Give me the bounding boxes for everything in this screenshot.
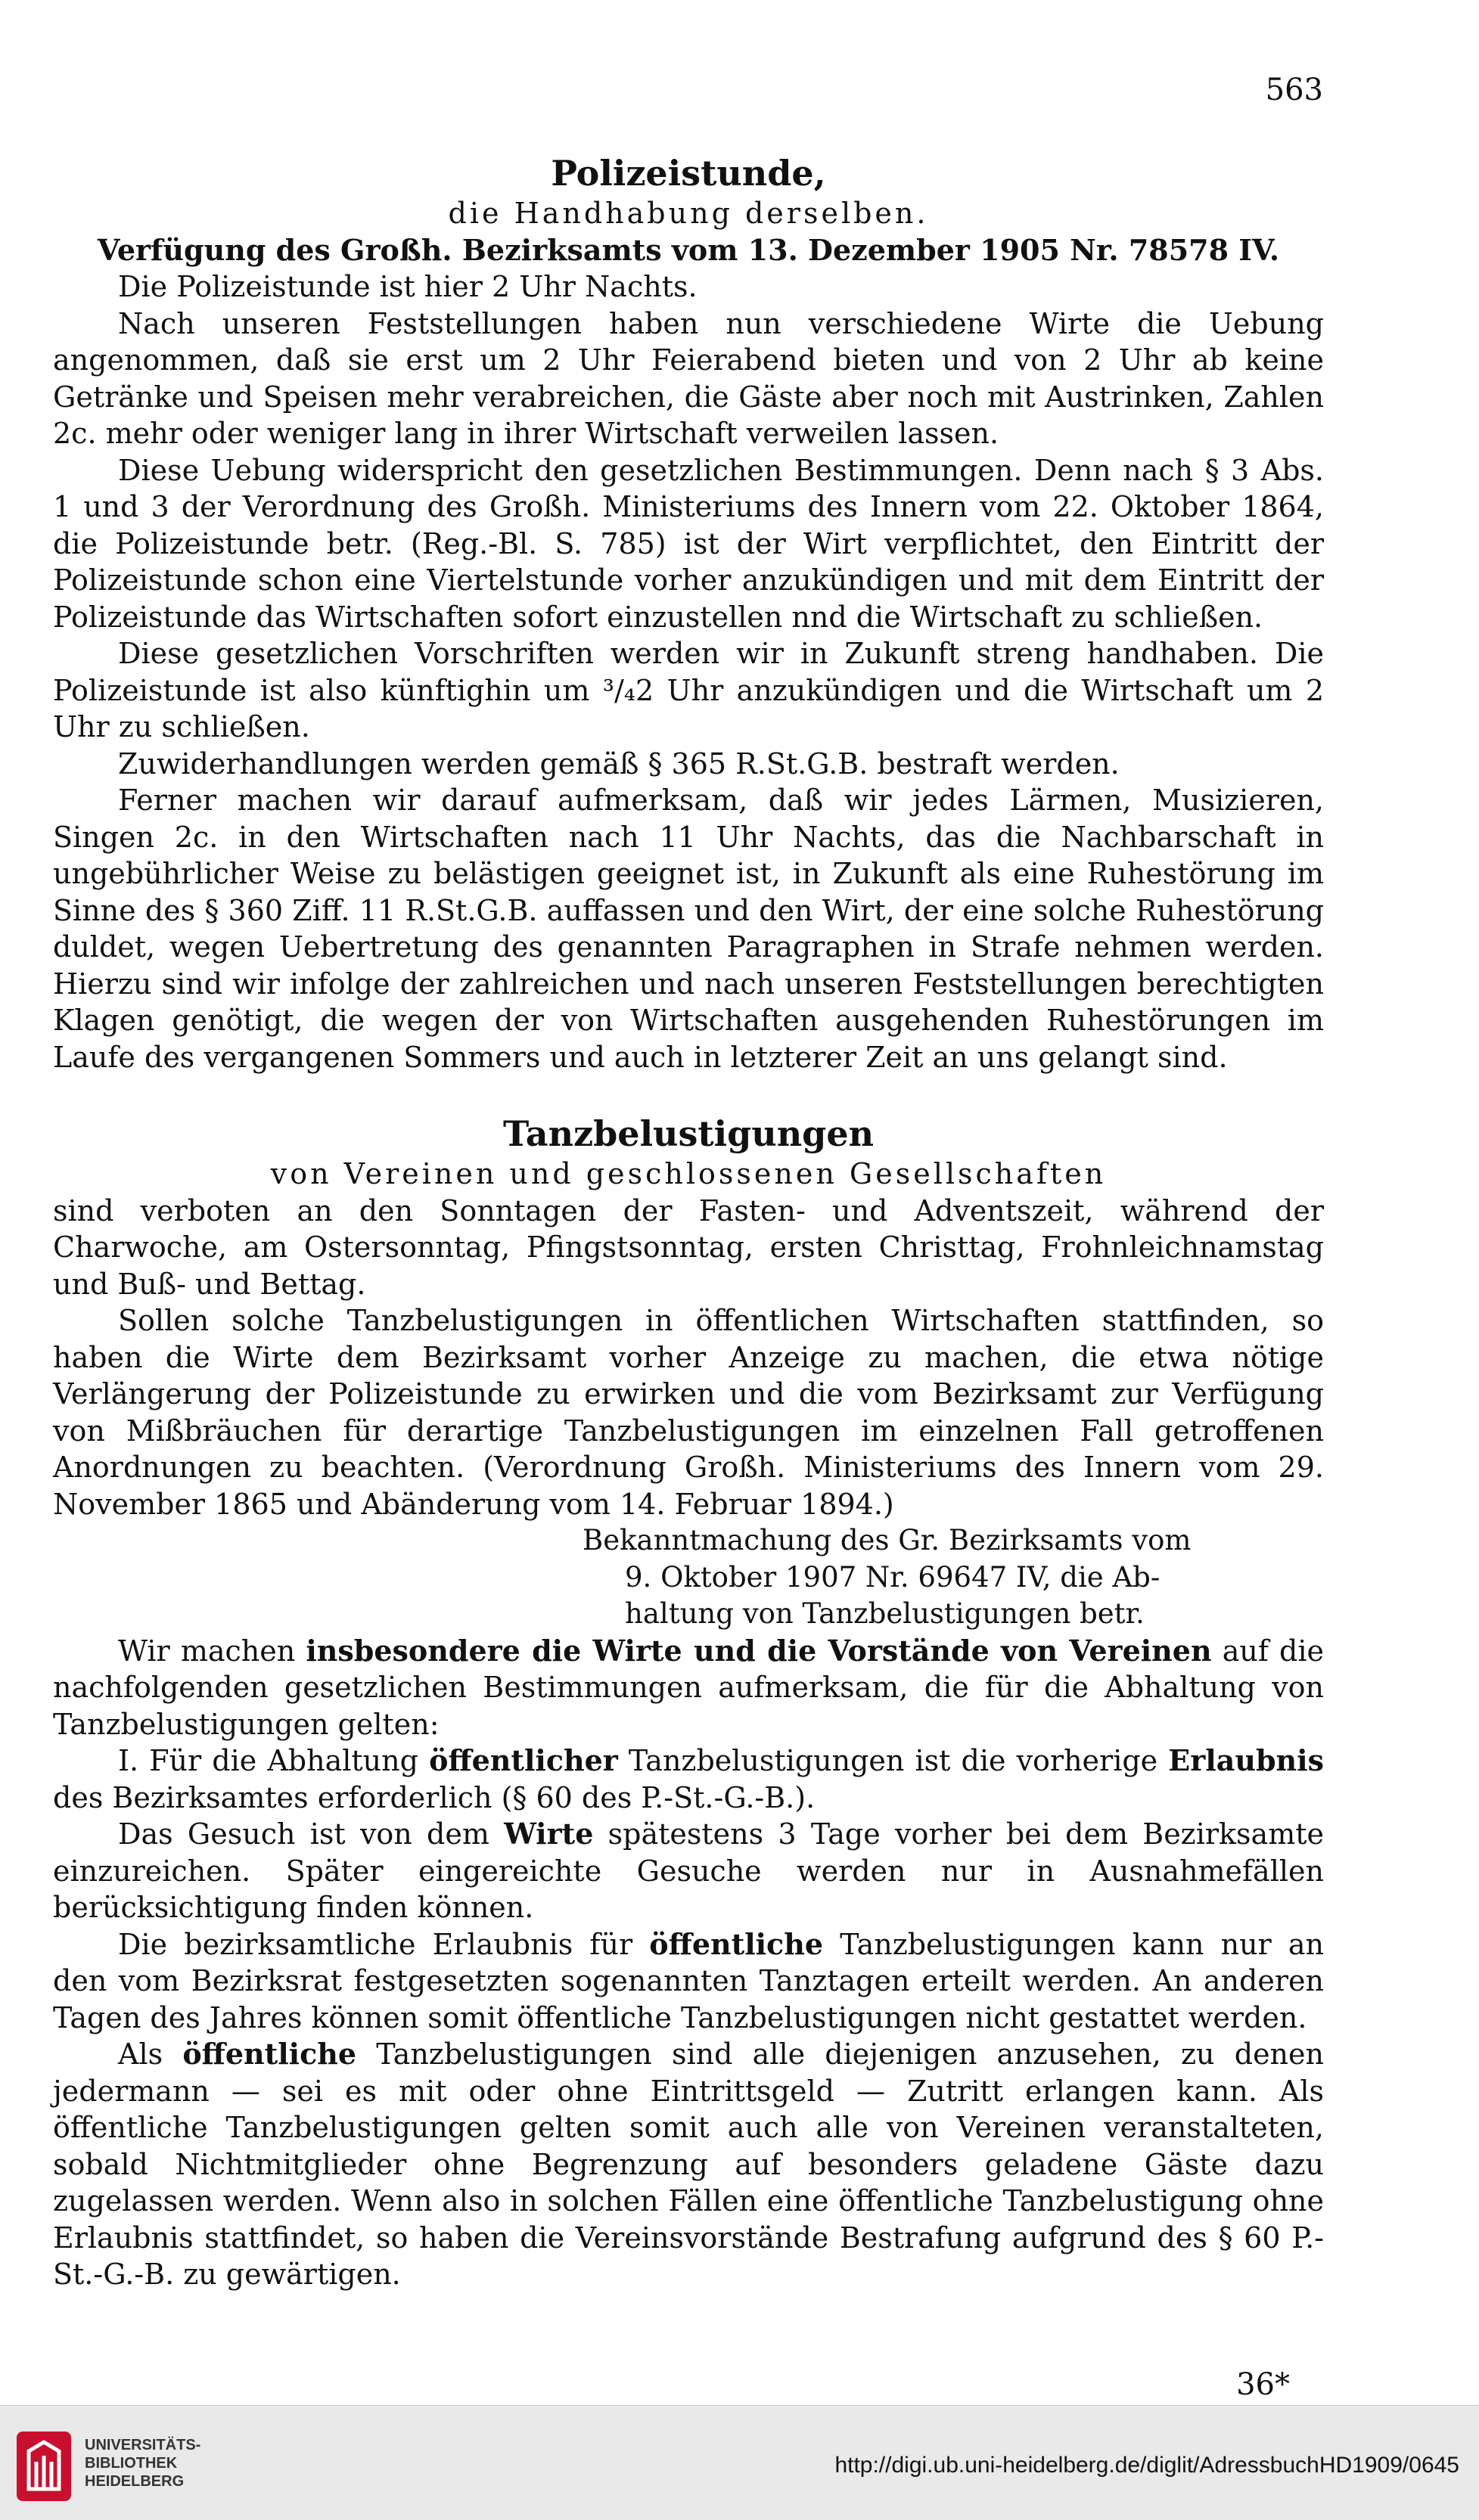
document-body xyxy=(53,151,1324,2293)
notice-line: 9. Oktober 1907 Nr. 69647 IV, die Ab- xyxy=(625,1560,1161,1594)
text-run: Tanzbelustigungen sind alle diejenigen anzusehen, zu denen jedermann — sei es mit oder ohne Eintrittsgeld — Zutritt erlangen kann. Als öffentliche Tanzbelustigungen gelten somit auch alle von Vereinen veranstalteten, sobald Nichtmitglieder ohne Begrenzung auf besonders geladene Gäste dazu zugelassen werden. Wenn also in solchen Fällen eine öffentliche Tanzbelustigung ohne Erlaubnis stattfindet, so haben die Vereinsvorstände Bestrafung aufgrund des § 60 P.-St.-G.-B. zu gewärtigen. xyxy=(53,2037,1324,2291)
paragraph: Nach unseren Feststellungen haben nun verschiedene Wirte die Uebung angenommen, daß sie erst um 2 Uhr Feierabend bieten und von 2 Uhr ab keine Getränke und Speisen mehr verabreichen, die Gäste aber noch mit Austrinken, Zahlen 2c. mehr oder weniger lang in ihrer Wirtschaft verweilen lassen. xyxy=(53,306,1324,450)
text-run: Tanzbelustigungen kann nur an den vom Bezirksrat festgesetzten sogenannten Tanztagen erteilt werden. An anderen Tagen des Jahres können somit öffentliche Tanzbelustigungen nicht gestattet werden. xyxy=(53,1927,1324,2034)
section-subtitle: von Vereinen und geschlossenen Gesellschaften xyxy=(270,1157,1107,1190)
library-name-line: UNIVERSITÄTS- xyxy=(85,2437,201,2453)
text-run: auf die nachfolgenden gesetzlichen Bestimmungen aufmerksam, die für die Abhaltung von Tanzbelustigungen gelten: xyxy=(53,1634,1324,1741)
paragraph: Diese gesetzlichen Vorschriften werden wir in Zukunft streng handhaben. Die Polizeistunde ist also künftighin um ³/₄2 Uhr anzukündigen und die Wirtschaft um 2 Uhr zu schließen. xyxy=(53,637,1324,743)
paragraph xyxy=(53,1926,1324,2037)
emphasis: öffentliche xyxy=(649,1926,824,1961)
text-run: Das Gesuch ist von dem xyxy=(118,1817,505,1851)
text-run: Als xyxy=(118,2037,183,2071)
text-run: Tanzbelustigungen ist die vorherige xyxy=(617,1744,1169,1777)
emphasis: Erlaubnis xyxy=(1168,1743,1324,1777)
source-url-link[interactable]: http://digi.ub.uni-heidelberg.de/diglit/AdressbuchHD1909/0645 xyxy=(834,2453,1459,2478)
text-run: Die bezirksamtliche Erlaubnis für xyxy=(118,1927,650,1961)
text-run: I. Für die Abhaltung xyxy=(118,1744,430,1777)
page-number: 563 xyxy=(1265,73,1323,107)
paragraph: Ferner machen wir darauf aufmerksam, daß wir jedes Lärmen, Musizieren, Singen 2c. in den Wirtschaften nach 11 Uhr Nachts, das die Nachbarschaft in ungebührlicher Weise zu belästigen geeignet ist, in Zukunft als eine Ruhestörung im Sinne des § 360 Ziff. 11 R.St.G.B. auffassen und den Wirt, der eine solche Ruhestörung duldet, wegen Uebertretung des genannten Paragraphen in Strafe nehmen werden. Hierzu sind wir infolge der zahlreichen und nach unseren Feststellungen berechtigten Klagen genötigt, die wegen der von Wirtschaften ausgehenden Ruhestörungen im Laufe des vergangenen Sommers und auch in letzterer Zeit an uns gelangt sind. xyxy=(53,784,1324,1074)
section-title-polizeistunde: Polizeistunde, xyxy=(551,153,826,194)
paragraph: Sollen solche Tanzbelustigungen in öffentlichen Wirtschaften stattfinden, so haben die Wirte dem Bezirksamt vorher Anzeige zu machen, die etwa nötige Verlängerung der Polizeistunde zu erwirken und die vom Bezirksamt zur Verfügung von Mißbräuchen für derartige Tanzbelustigungen im einzelnen Fall getroffenen Anordnungen zu beachten. (Verordnung Großh. Ministeriums des Innern vom 29. November 1865 und Abänderung vom 14. Februar 1894.) xyxy=(53,1304,1324,1521)
notice-line: Bekanntmachung des Gr. Bezirksamts vom xyxy=(583,1524,1192,1556)
paragraph: Diese Uebung widerspricht den gesetzlichen Bestimmungen. Denn nach § 3 Abs. 1 und 3 der Verordnung des Großh. Ministeriums des Innern vom 22. Oktober 1864, die Polizeistunde betr. (Reg.-Bl. S. 785) ist der Wirt verpflichtet, den Eintritt der Polizeistunde schon eine Viertelstunde vorher anzukündigen und mit dem Eintritt der Polizeistunde das Wirtschaften sofort einzustellen nnd die Wirtschaft zu schließen. xyxy=(53,453,1324,634)
notice-line: haltung von Tanzbelustigungen betr. xyxy=(625,1597,1145,1630)
text-run: Wir machen xyxy=(118,1634,306,1668)
paragraph xyxy=(53,1633,1324,1743)
emphasis: öffentlicher xyxy=(429,1743,618,1777)
emphasis: insbesondere die Wirte und die Vorstände von Vereinen xyxy=(306,1633,1212,1668)
paragraph: Zuwiderhandlungen werden gemäß § 365 R.St.G.B. bestraft werden. xyxy=(118,746,1120,781)
text-run: spätestens 3 Tage vorher bei dem Bezirksamte einzureichen. Später eingereichte Gesuche werden nur in Ausnahmefällen berücksichtigung finden können. xyxy=(53,1817,1324,1924)
paragraph xyxy=(53,1743,1324,1816)
library-logo-icon xyxy=(14,2428,74,2504)
sheet-signature: 36* xyxy=(1236,2367,1290,2402)
emphasis: öffentliche xyxy=(182,2037,357,2071)
emphasis: Wirte xyxy=(504,1817,594,1851)
paragraph xyxy=(53,1816,1324,1926)
paragraph xyxy=(53,2036,1324,2293)
decree-heading: Verfügung des Großh. Bezirksamts vom 13. Dezember 1905 Nr. 78578 IV. xyxy=(97,232,1280,267)
library-name-line: HEIDELBERG xyxy=(85,2473,185,2490)
section-spacer xyxy=(53,1075,1324,1112)
library-name-line: BIBLIOTHEK xyxy=(85,2455,178,2472)
notice-reference xyxy=(583,1522,1309,1633)
paragraph: sind verboten an den Sonntagen der Fasten- und Adventszeit, während der Charwoche, am Ostersonntag, Pfingstsonntag, ersten Christtag, Frohnleichnamstag und Buß- und Bettag. xyxy=(53,1193,1324,1301)
library-name xyxy=(85,2436,200,2491)
paragraph: Die Polizeistunde ist hier 2 Uhr Nachts. xyxy=(118,270,698,303)
text-run: des Bezirksamtes erforderlich (§ 60 des P.-St.-G.-B.). xyxy=(53,1780,816,1814)
section-title-tanzbelustigungen: Tanzbelustigungen xyxy=(502,1113,875,1154)
section-subtitle: die Handhabung derselben. xyxy=(448,197,929,230)
footer-bar xyxy=(0,2405,1479,2520)
